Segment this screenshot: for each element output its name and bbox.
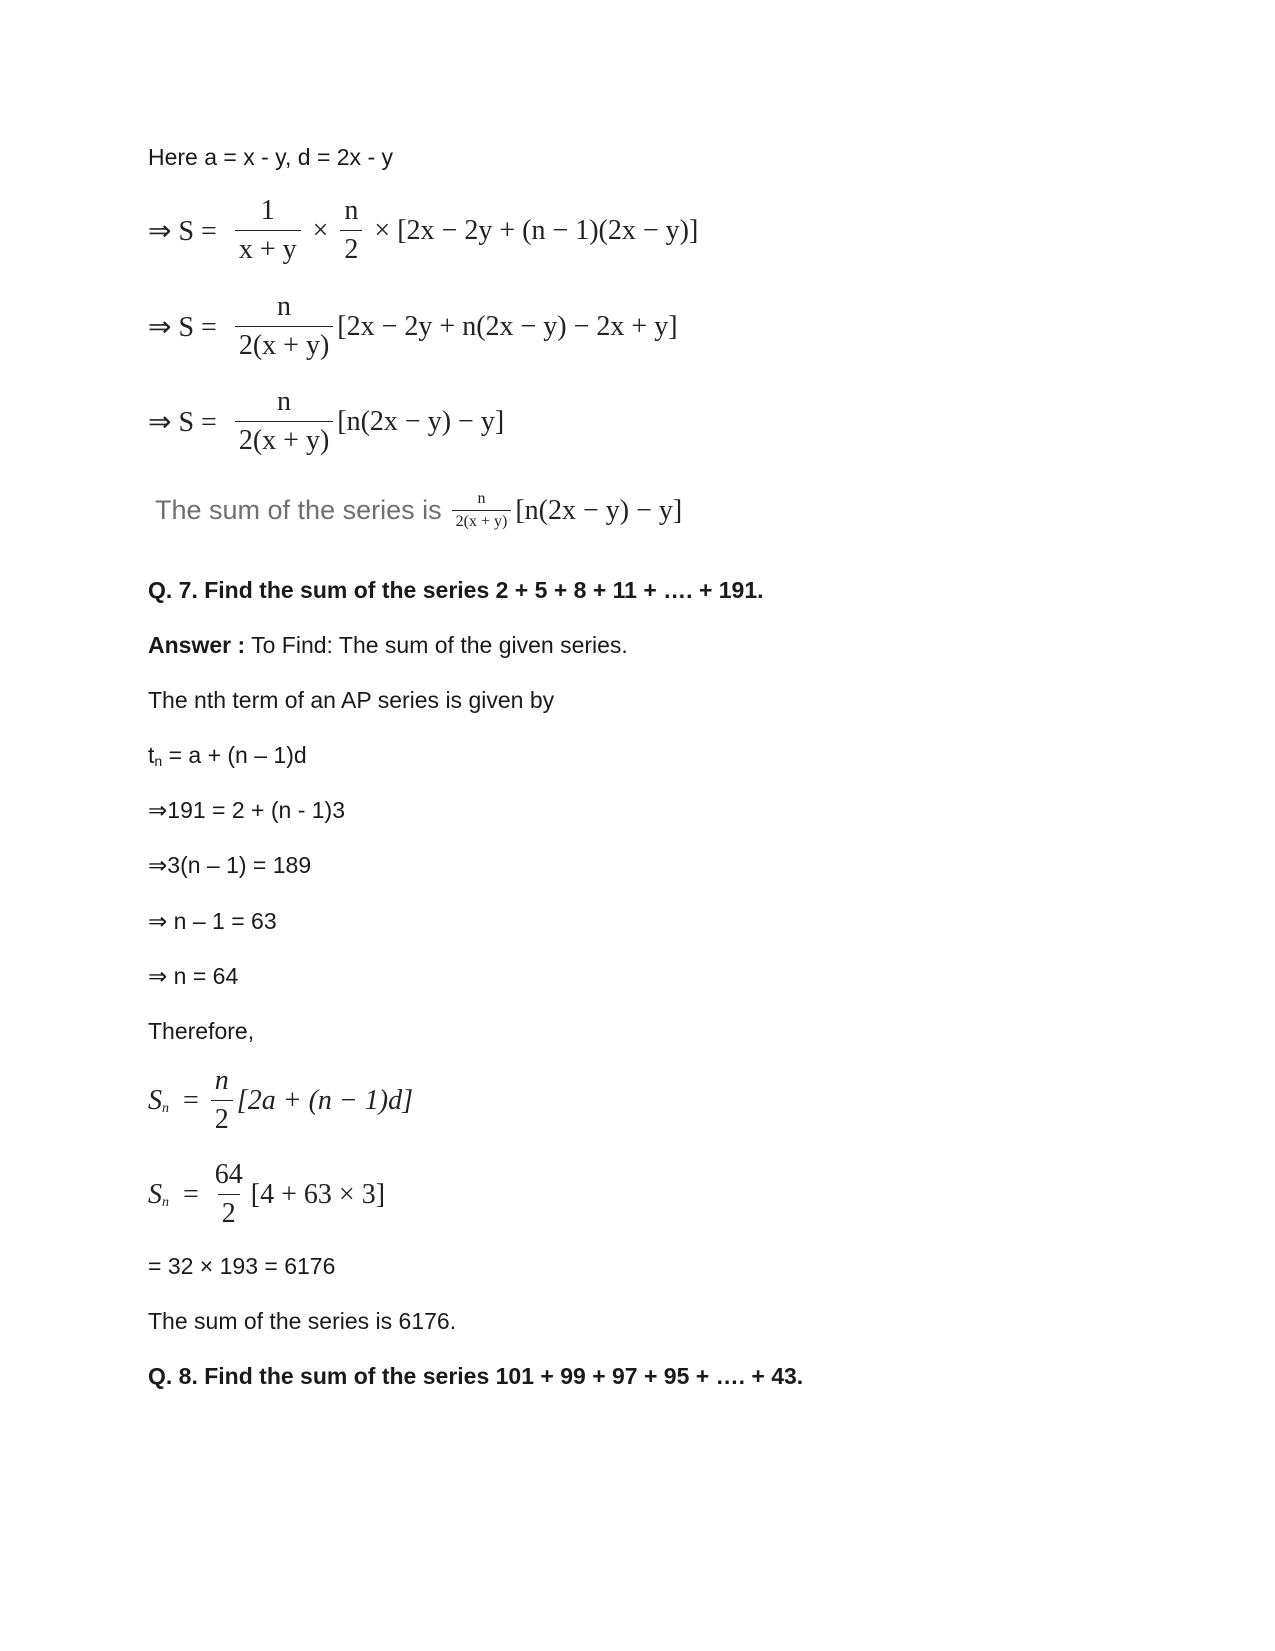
nth-term-intro: The nth term of an AP series is given by — [148, 687, 555, 713]
nth-term-formula — [148, 741, 307, 775]
equation-3 — [148, 387, 504, 456]
step-line-2: ⇒3(n – 1) = 189 — [148, 852, 312, 878]
tn-rest: = a + (n – 1)d — [162, 742, 307, 768]
fraction-numerator: n — [214, 1065, 229, 1096]
intro-line: Here a = x - y, d = 2x - y — [148, 144, 393, 170]
answer-line — [148, 631, 628, 659]
fraction-denominator: 2(x + y) — [235, 421, 333, 456]
equation-2-prefix: ⇒ S = — [148, 311, 217, 343]
sum-statement-label: The sum of the series is — [155, 495, 442, 525]
tn-base: t — [148, 742, 155, 768]
conclusion-line: The sum of the series is 6176. — [148, 1308, 457, 1334]
fraction-denominator: 2 — [211, 1100, 233, 1135]
equation-2-fraction — [235, 292, 333, 361]
fraction-denominator: 2 — [218, 1194, 240, 1229]
sn-formula-2-fraction — [211, 1160, 247, 1229]
step-line-1: ⇒191 = 2 + (n - 1)3 — [148, 797, 345, 823]
fraction-numerator: n — [344, 195, 359, 226]
sn-formula-2-rest: [4 + 63 × 3] — [250, 1178, 386, 1210]
result-line: = 32 × 193 = 6176 — [148, 1253, 336, 1279]
answer-text: To Find: The sum of the given series. — [245, 632, 628, 658]
equation-3-rest: [n(2x − y) − y] — [337, 405, 505, 437]
sum-statement-fraction — [452, 490, 512, 531]
fraction-denominator: 2 — [340, 230, 362, 265]
question-8: Q. 8. Find the sum of the series 101 + 99 + 97 + 95 + …. + 43. — [148, 1363, 804, 1389]
equation-1-rest: × [2x − 2y + (n − 1)(2x − y)] — [374, 214, 699, 246]
answer-label: Answer : — [148, 632, 246, 658]
equation-1-fraction-2 — [340, 196, 362, 265]
sn-formula-1 — [148, 1066, 413, 1135]
fraction-numerator: n — [477, 490, 486, 507]
equation-1-prefix: ⇒ S = — [148, 215, 217, 247]
therefore-line: Therefore, — [148, 1018, 255, 1044]
equation-1 — [148, 196, 698, 265]
tn-subscript: n — [154, 753, 163, 769]
step-line-4: ⇒ n = 64 — [148, 963, 239, 989]
step-line-3: ⇒ n – 1 = 63 — [148, 908, 277, 934]
sum-statement-rest: [n(2x − y) − y] — [515, 494, 683, 526]
equation-3-prefix: ⇒ S = — [148, 406, 217, 438]
fraction-numerator: n — [277, 386, 292, 417]
equation-2-rest: [2x − 2y + n(2x − y) − 2x + y] — [337, 310, 678, 342]
fraction-numerator: 1 — [260, 195, 275, 226]
sn-formula-2 — [148, 1160, 385, 1229]
equation-1-fraction-1 — [235, 196, 301, 265]
fraction-numerator: n — [277, 291, 292, 322]
fraction-numerator: 64 — [214, 1159, 243, 1190]
fraction-denominator: 2(x + y) — [235, 326, 333, 361]
equals-sign: = — [183, 1084, 199, 1116]
equation-2 — [148, 292, 678, 361]
sn-lhs: $S_n$ — [148, 1084, 169, 1116]
equals-sign: = — [183, 1178, 199, 1210]
times-sign: × — [312, 214, 329, 246]
fraction-denominator: 2(x + y) — [452, 510, 512, 531]
fraction-denominator: x + y — [235, 230, 301, 265]
sn-formula-1-rest: [2a + (n − 1)d] — [236, 1084, 414, 1116]
question-7: Q. 7. Find the sum of the series 2 + 5 + 8 + 11 + …. + 191. — [148, 577, 764, 603]
sum-statement — [155, 490, 682, 531]
sn-lhs: $S_n$ — [148, 1178, 169, 1210]
sn-formula-1-fraction — [211, 1066, 233, 1135]
equation-3-fraction — [235, 387, 333, 456]
